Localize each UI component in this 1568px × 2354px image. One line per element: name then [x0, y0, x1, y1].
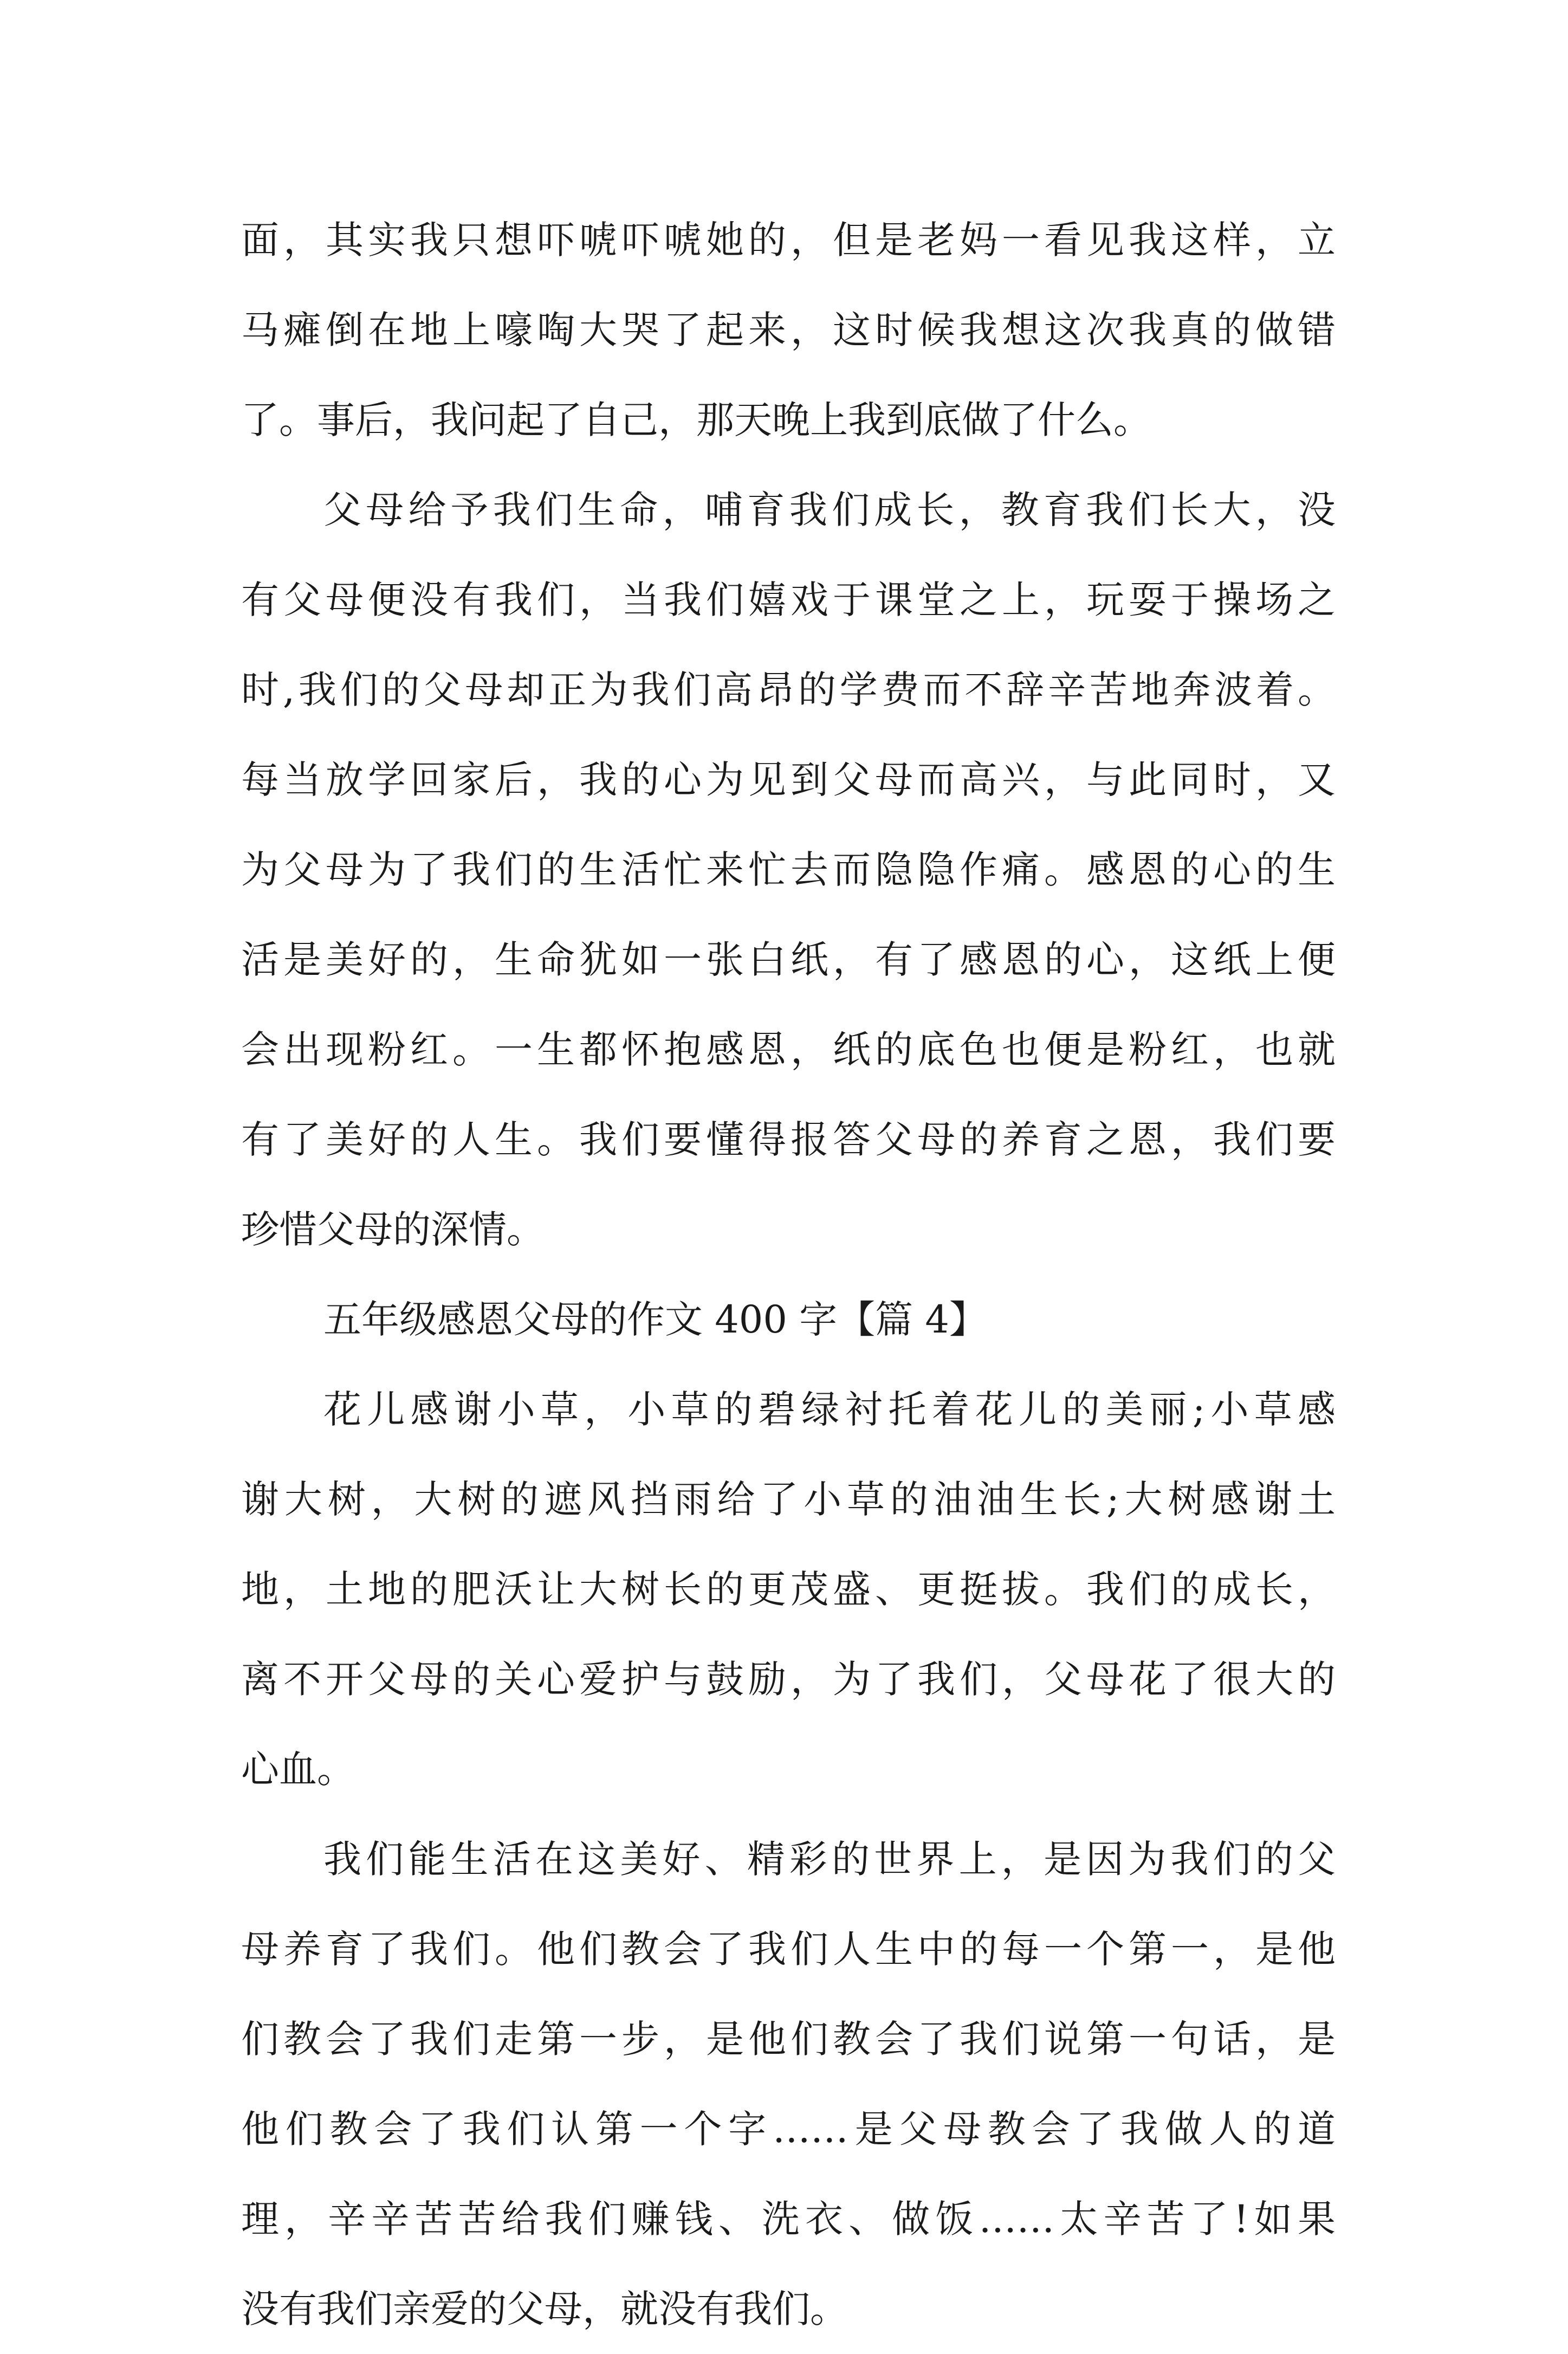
text-line: 为父母为了我们的生活忙来忙去而隐隐作痛。感恩的心的生	[241, 848, 1336, 892]
paragraph	[241, 465, 1336, 1275]
text-line: 父母给予我们生命，哺育我们成长，教育我们长大，没	[323, 488, 1336, 532]
text-line: 珍惜父母的深情。	[241, 1207, 545, 1252]
text-line: 们教会了我们走第一步，是他们教会了我们说第一句话，是	[241, 2017, 1336, 2061]
text-line: 活是美好的，生命犹如一张白纸，有了感恩的心，这纸上便	[241, 937, 1336, 982]
heading-line: 五年级感恩父母的作文 400 字【篇 4】	[323, 1297, 987, 1342]
text-line: 母养育了我们。他们教会了我们人生中的每一个第一，是他	[241, 1927, 1336, 1971]
text-line: 离不开父母的关心爱护与鼓励，为了我们，父母花了很大的	[241, 1657, 1336, 1702]
text-line: 有父母便没有我们，当我们嬉戏于课堂之上，玩耍于操场之	[241, 578, 1336, 622]
text-line: 谢大树，大树的遮风挡雨给了小草的油油生长;大树感谢土	[241, 1477, 1336, 1522]
paragraph	[241, 1364, 1336, 1814]
text-line: 理，辛辛苦苦给我们赚钱、洗衣、做饭……太辛苦了!如果	[241, 2197, 1336, 2241]
text-line: 心血。	[241, 1747, 355, 1792]
text-line: 没有我们亲爱的父母，就没有我们。	[241, 2287, 848, 2331]
essay-body	[241, 195, 1336, 2354]
text-line: 马瘫倒在地上嚎啕大哭了起来，这时候我想这次我真的做错	[241, 308, 1336, 352]
text-line: 面，其实我只想吓唬吓唬她的，但是老妈一看见我这样，立	[241, 218, 1336, 262]
text-line: 他们教会了我们认第一个字……是父母教会了我做人的道	[241, 2107, 1336, 2151]
text-line: 会出现粉红。一生都怀抱感恩，纸的底色也便是粉红，也就	[241, 1027, 1336, 1072]
text-line: 我们能生活在这美好、精彩的世界上，是因为我们的父	[323, 1837, 1336, 1881]
text-line: 每当放学回家后，我的心为见到父母而高兴，与此同时，又	[241, 758, 1336, 802]
text-line: 地，土地的肥沃让大树长的更茂盛、更挺拔。我们的成长，	[241, 1567, 1336, 1612]
text-line: 有了美好的人生。我们要懂得报答父母的养育之恩，我们要	[241, 1117, 1336, 1162]
paragraph	[241, 195, 1336, 465]
text-line: 了。事后，我问起了自己，那天晚上我到底做了什么。	[241, 398, 1151, 442]
paragraph	[241, 1814, 1336, 2354]
text-line: 时,我们的父母却正为我们高昂的学费而不辞辛苦地奔波着。	[241, 668, 1336, 712]
section-heading	[241, 1275, 1336, 1364]
text-line: 花儿感谢小草，小草的碧绿衬托着花儿的美丽;小草感	[323, 1387, 1336, 1432]
